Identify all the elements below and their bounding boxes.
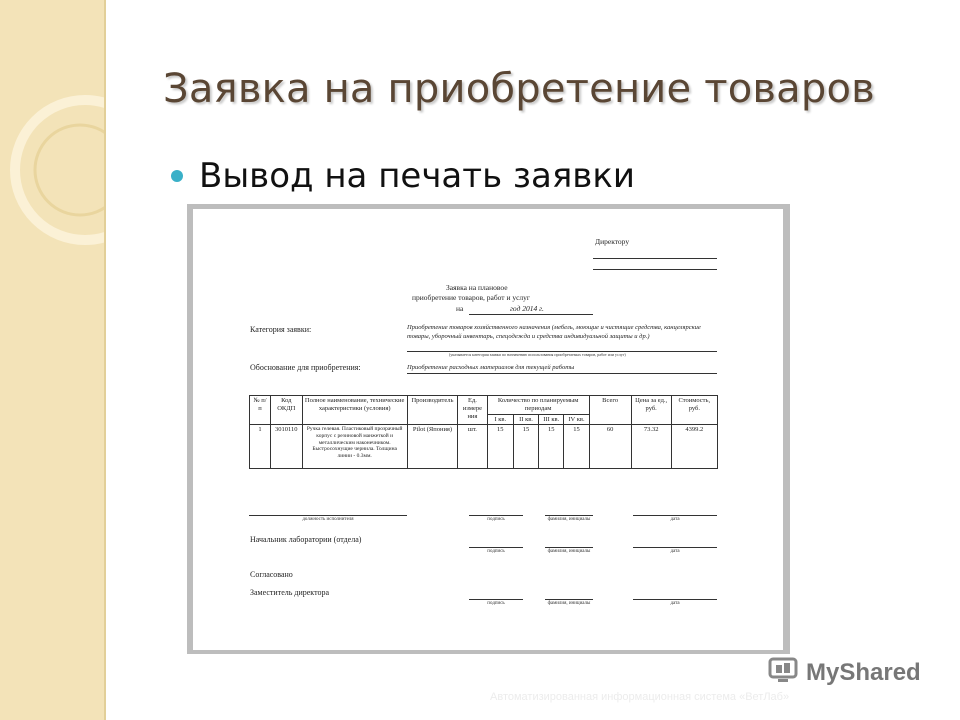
addressee-line-1 bbox=[593, 258, 717, 259]
slide-title: Заявка на приобретение товаров bbox=[163, 66, 875, 112]
cell-total: 60 bbox=[589, 425, 631, 469]
category-value: Приобретение товаров хозяйственного назначения (мебель, моющие и чистящие средства, канцелярские товары, уборочный инвентарь, спецодежда и средства индивидуальной защиты и др.) bbox=[407, 324, 701, 341]
cell-maker: Pilot (Япония) bbox=[407, 425, 457, 469]
name-line-3 bbox=[545, 599, 593, 600]
footer-text: Автоматизированная информационная система «ВетЛаб» bbox=[490, 691, 790, 703]
signature-line-3 bbox=[469, 599, 523, 600]
category-hint: (указывается категория заявки по назначению использования приобретаемых товаров, работ или услуг) bbox=[449, 352, 626, 357]
header-unit: Ед. измере ния bbox=[458, 396, 487, 425]
date-line-2 bbox=[633, 547, 717, 548]
reason-line bbox=[407, 373, 717, 374]
cell-q2: 15 bbox=[513, 425, 538, 469]
header-price: Цена за ед., руб. bbox=[631, 396, 671, 425]
header-q2: II кв. bbox=[513, 414, 538, 425]
date-caption-1: дата bbox=[670, 517, 680, 522]
year-line bbox=[469, 314, 593, 315]
header-q3: III кв. bbox=[539, 414, 564, 425]
items-table bbox=[249, 395, 718, 469]
header-q1: I кв. bbox=[487, 414, 513, 425]
reason-label: Обоснование для приобретения: bbox=[250, 363, 361, 372]
reason-value: Приобретение расходных материалов для текущей работы bbox=[407, 364, 575, 371]
table-header-row bbox=[250, 396, 718, 415]
cell-cost: 4399.2 bbox=[671, 425, 717, 469]
addressee-line-2 bbox=[593, 269, 717, 270]
cell-q3: 15 bbox=[539, 425, 564, 469]
header-num: № п/п bbox=[250, 396, 271, 425]
signature-line-1 bbox=[469, 515, 523, 516]
category-label: Категория заявки: bbox=[250, 325, 312, 334]
year-prefix: на bbox=[456, 304, 464, 313]
header-name: Полное наименование, технические характеристики (условия) bbox=[302, 396, 407, 425]
sidebar-decoration bbox=[0, 0, 106, 720]
date-line-1 bbox=[633, 515, 717, 516]
signature-caption-2: подпись bbox=[487, 549, 505, 554]
table-row bbox=[250, 425, 718, 469]
name-line-1 bbox=[545, 515, 593, 516]
addressee: Директору bbox=[595, 237, 630, 246]
cell-q4: 15 bbox=[564, 425, 589, 469]
cell-q1: 15 bbox=[487, 425, 513, 469]
date-caption-2: дата bbox=[670, 549, 680, 554]
year-value: год 2014 г. bbox=[510, 304, 544, 313]
approved-label: Согласовано bbox=[250, 570, 293, 579]
cell-okdp: 3010110 bbox=[271, 425, 303, 469]
cell-unit: шт. bbox=[458, 425, 487, 469]
form-heading-1: Заявка на плановое bbox=[446, 283, 508, 292]
header-okdp: Код ОКДП bbox=[271, 396, 303, 425]
deputy-label: Заместитель директора bbox=[250, 588, 330, 597]
signature-caption-1: подпись bbox=[487, 517, 505, 522]
header-q4: IV кв. bbox=[564, 414, 589, 425]
header-cost: Стоимость, руб. bbox=[671, 396, 717, 425]
myshared-logo-text: MyShared bbox=[806, 659, 921, 686]
name-line-2 bbox=[545, 547, 593, 548]
position-caption: должность исполнителя bbox=[302, 517, 354, 522]
bullet-icon bbox=[171, 170, 183, 182]
header-qty: Количество по планируемым периодам bbox=[487, 396, 589, 415]
date-line-3 bbox=[633, 599, 717, 600]
cell-price: 73.32 bbox=[631, 425, 671, 469]
myshared-logo-icon bbox=[768, 655, 804, 685]
position-line bbox=[249, 515, 407, 516]
signature-caption-3: подпись bbox=[487, 601, 505, 606]
header-maker: Производитель bbox=[407, 396, 457, 425]
date-caption-3: дата bbox=[670, 601, 680, 606]
name-caption-3: фамилия, инициалы bbox=[547, 601, 591, 606]
cell-num: 1 bbox=[250, 425, 271, 469]
form-heading-2: приобретение товаров, работ и услуг bbox=[412, 293, 530, 302]
header-total: Всего bbox=[589, 396, 631, 425]
signature-line-2 bbox=[469, 547, 523, 548]
lab-head-label: Начальник лаборатории (отдела) bbox=[250, 535, 362, 544]
cell-name: Ручка гелевая. Пластиковый прозрачный корпус с резиновой манжеткой и металлическим наконечником. Быстросохнущие чернила. Толщина линии - 0.3мм. bbox=[302, 425, 407, 469]
bullet-text: Вывод на печать заявки bbox=[199, 156, 635, 196]
name-caption-1: фамилия, инициалы bbox=[547, 517, 591, 522]
decorative-rings bbox=[0, 0, 104, 720]
document-preview bbox=[193, 209, 783, 650]
name-caption-2: фамилия, инициалы bbox=[547, 549, 591, 554]
